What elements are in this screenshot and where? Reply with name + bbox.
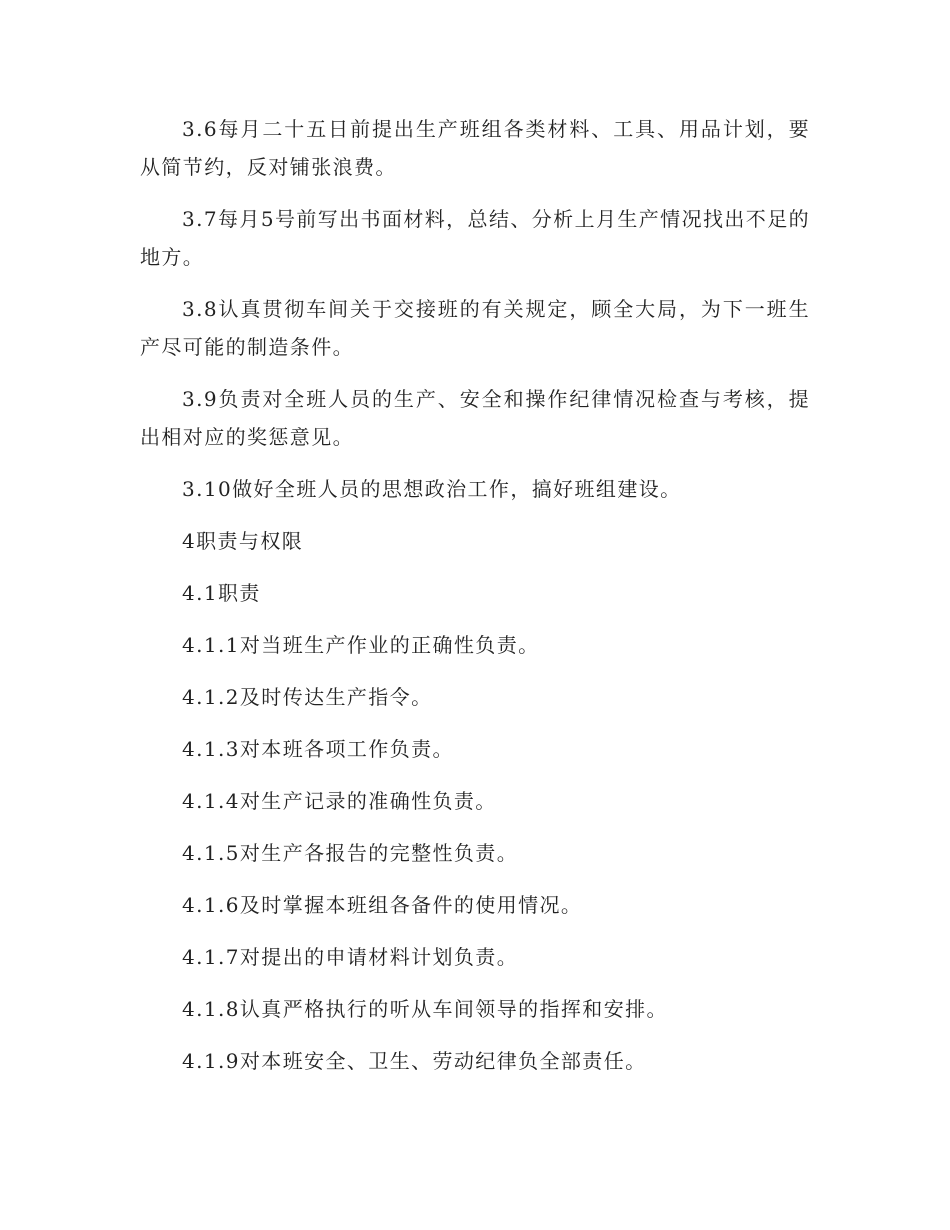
paragraph-4-1-9: 4.1.9对本班安全、卫生、劳动纪律负全部责任。	[182, 1049, 647, 1073]
section-heading-4: 4职责与权限	[182, 529, 304, 553]
paragraph-4-1-8: 4.1.8认真严格执行的听从车间领导的指挥和安排。	[182, 997, 668, 1021]
document-page	[140, 110, 810, 1094]
section-heading-4-1: 4.1职责	[182, 581, 261, 605]
paragraph-4-1-2: 4.1.2及时传达生产指令。	[182, 685, 433, 709]
paragraph-3-6: 3.6每月二十五日前提出生产班组各类材料、工具、用品计划，要从简节约，反对铺张浪费。	[140, 117, 810, 179]
paragraph-3-8: 3.8认真贯彻车间关于交接班的有关规定，顾全大局，为下一班生产尽可能的制造条件。	[140, 297, 810, 359]
paragraph-3-10: 3.10做好全班人员的思想政治工作，搞好班组建设。	[182, 477, 682, 501]
paragraph-4-1-7: 4.1.7对提出的申请材料计划负责。	[182, 945, 519, 969]
paragraph-4-1-4: 4.1.4对生产记录的准确性负责。	[182, 789, 497, 813]
paragraph-4-1-5: 4.1.5对生产各报告的完整性负责。	[182, 841, 519, 865]
paragraph-4-1-1: 4.1.1对当班生产作业的正确性负责。	[182, 633, 540, 657]
paragraph-4-1-6: 4.1.6及时掌握本班组各备件的使用情况。	[182, 893, 583, 917]
paragraph-3-9: 3.9负责对全班人员的生产、安全和操作纪律情况检查与考核，提出相对应的奖惩意见。	[140, 387, 810, 449]
paragraph-4-1-3: 4.1.3对本班各项工作负责。	[182, 737, 454, 761]
paragraph-3-7: 3.7每月5号前写出书面材料，总结、分析上月生产情况找出不足的地方。	[140, 207, 810, 269]
